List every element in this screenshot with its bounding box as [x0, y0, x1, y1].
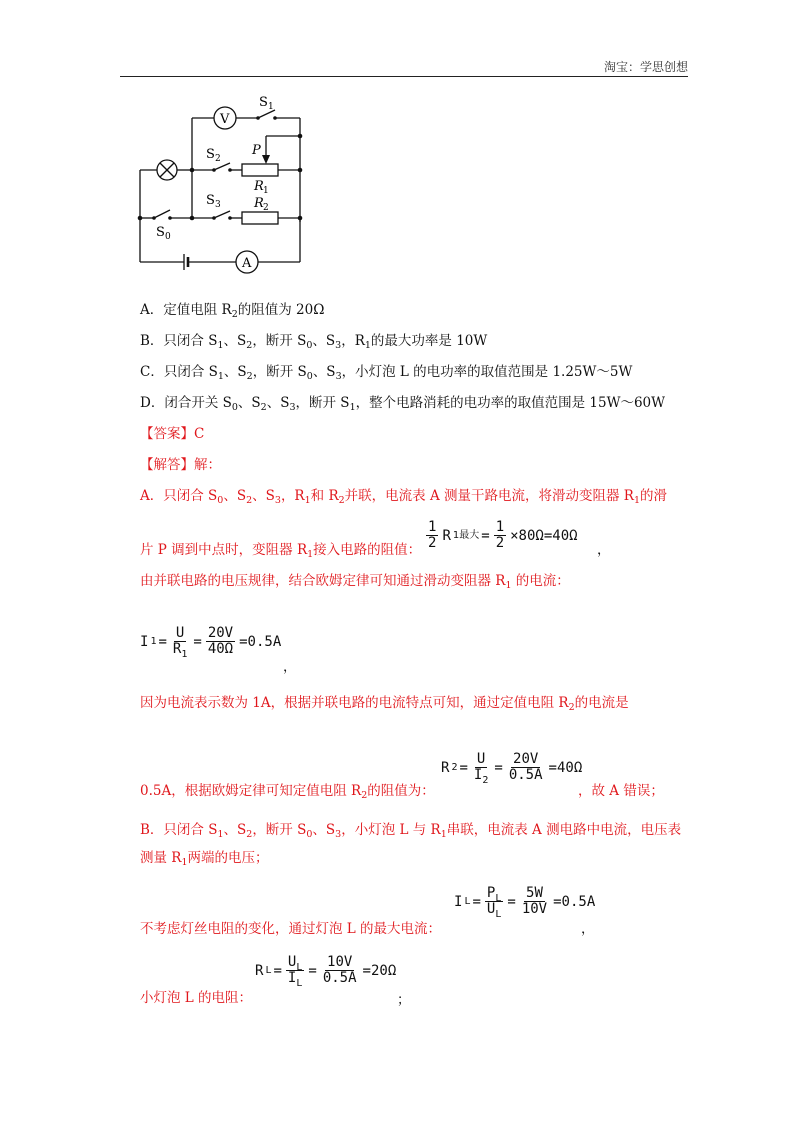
analysis-a-conclusion: ，故 A 错误；	[578, 783, 664, 799]
answer-line	[140, 425, 204, 443]
analysis-b-line2: 测量 $R_1$两端的电压；	[140, 850, 269, 868]
s3-label: S	[206, 193, 215, 208]
comma-3: ，	[581, 921, 595, 937]
r2-label-sub: 2	[263, 203, 269, 213]
comma-2: ，	[283, 659, 297, 675]
s0-label-sub: 0	[165, 232, 171, 242]
equation-i1: I 1 = $\frac{U}{R_1}$ = $\frac{20V}{40\Omega}$ =0.5A	[140, 625, 282, 660]
option-b: B．只闭合 $S_1$、$S_2$，断开 $S_0$、$S_3$，$R_1$的最大功率是 10W	[140, 333, 488, 351]
analysis-b-line4: 小灯泡 L 的电阻：	[140, 990, 253, 1006]
analysis-a-line2: 片 P 调到中点时，变阻器 $R_1$接入电路的阻值：	[140, 542, 422, 560]
option-c: C．只闭合 $S_1$、$S_2$，断开 $S_0$、$S_3$，小灯泡 L 的电功率的取值范围是 1.25W～5W	[140, 364, 633, 382]
header-source: 淘宝：学思创想	[603, 60, 688, 74]
analysis-a-line1: A．只闭合 $S_0$、$S_2$、$S_3$，$R_1$和 $R_2$并联，电流表 A 测量干路电流，将滑动变阻器 $R_1$的滑	[140, 488, 668, 506]
analysis-tag: 【解答】	[140, 457, 194, 473]
s0-label: S	[156, 225, 165, 240]
answer-value: C	[194, 426, 205, 442]
analysis-lead: 解：	[194, 457, 221, 473]
header-rule	[120, 76, 688, 77]
s1-label-sub: 1	[268, 102, 274, 112]
analysis-b-line1: B．只闭合 $S_1$、$S_2$，断开 $S_0$、$S_3$，小灯泡 L 与 $R_1$串联，电流表 A 测电路中电流，电压表	[140, 822, 682, 840]
option-a: A．定值电阻 $R_2$的阻值为 20Ω	[140, 302, 325, 320]
option-d: D．闭合开关 $S_0$、$S_2$、$S_3$，断开 $S_1$，整个电路消耗的电功率的取值范围是 15W～60W	[140, 395, 666, 413]
r2-label: R	[254, 196, 264, 211]
equation-r1-half: $\frac{1}{2}$ R 1最大 = $\frac{1}{2}$ ×80Ω=40Ω	[428, 519, 578, 551]
s3-label-sub: 3	[215, 200, 221, 210]
ammeter-label: A	[242, 256, 252, 271]
analysis-a-line3: 由并联电路的电压规律，结合欧姆定律可知通过滑动变阻器 $R_1$ 的电流：	[140, 573, 570, 591]
s2-label: S	[206, 147, 215, 162]
answer-tag: 【答案】	[140, 426, 194, 442]
analysis-b-line3: 不考虑灯丝电阻的变化，通过灯泡 L 的最大电流：	[140, 921, 442, 937]
comma-1: ，	[597, 542, 611, 558]
s2-label-sub: 2	[215, 154, 221, 164]
semicolon-1: ；	[397, 992, 411, 1008]
analysis-a-line5: 0.5A，根据欧姆定律可知定值电阻 $R_2$的阻值为：	[140, 783, 435, 801]
equation-rl: R L = $\frac{U_L}{I_L}$ = $\frac{10V}{0.5A}$ =20Ω	[255, 954, 397, 989]
slider-p-label: P	[252, 143, 261, 158]
r1-label: R	[254, 179, 264, 194]
analysis-header	[140, 456, 221, 474]
r1-label-sub: 1	[263, 186, 269, 196]
voltmeter-label: V	[220, 112, 230, 127]
analysis-a-line4: 因为电流表示数为 1A，根据并联电路的电流特点可知，通过定值电阻 $R_2$的电流是	[140, 695, 629, 713]
equation-il: I L = $\frac{P_L}{U_L}$ = $\frac{5W}{10V}$ =0.5A	[454, 885, 596, 920]
equation-r2: R 2 = $\frac{U}{I_2}$ = $\frac{20V}{0.5A}$ =40Ω	[441, 751, 583, 786]
circuit-diagram	[130, 90, 320, 275]
s1-label: S	[259, 95, 268, 110]
